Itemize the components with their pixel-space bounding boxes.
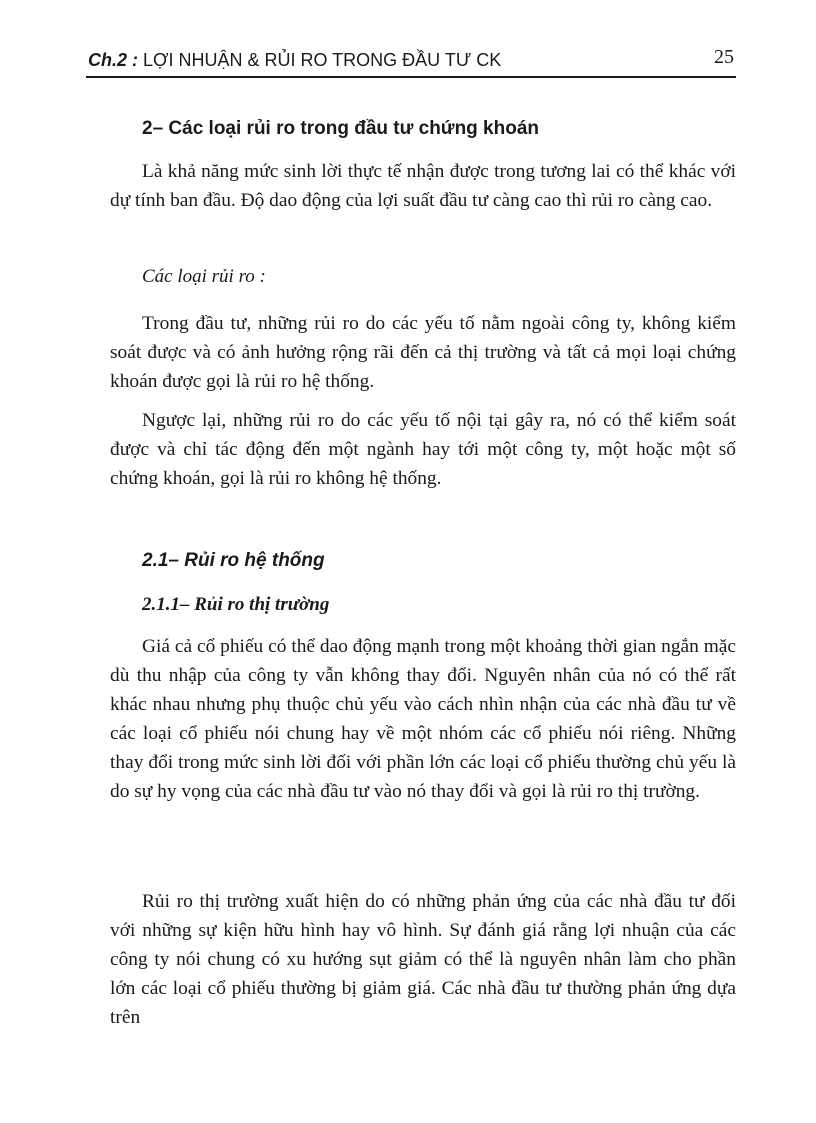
running-header xyxy=(86,44,736,78)
chapter-title: LỢI NHUẬN & RỦI RO TRONG ĐẦU TƯ CK xyxy=(143,50,502,70)
page-number: 25 xyxy=(714,46,734,68)
market-risk-paragraph-2: Rủi ro thị trường xuất hiện do có những phản ứng của các nhà đầu tư đối với những sự kiện hữu hình hay vô hình. Sự đánh giá rằng lợi nhuận của các công ty nói chung có xu hướng sụt giảm có thể là nguyên nhân làm cho phần lớn các loại cổ phiếu thường bị giảm giá. Các nhà đầu tư thường phản ứng dựa trên xyxy=(110,891,736,1028)
chapter-heading xyxy=(88,50,501,71)
intro-paragraph: Là khả năng mức sinh lời thực tế nhận được trong tương lai có thể khác với dự tính ban đầu. Độ dao động của lợi suất đầu tư càng cao thì rủi ro càng cao. xyxy=(110,161,736,211)
subsubsection-heading: 2.1.1– Rủi ro thị trường xyxy=(142,594,330,615)
types-label: Các loại rủi ro : xyxy=(142,266,266,287)
section-heading: 2– Các loại rủi ro trong đầu tư chứng khoán xyxy=(142,118,540,139)
chapter-label: Ch.2 : xyxy=(88,50,139,70)
market-risk-paragraph-1: Giá cả cổ phiếu có thể dao động mạnh trong một khoảng thời gian ngắn mặc dù thu nhập của công ty vẫn không thay đổi. Nguyên nhân của nó có thể rất khác nhau nhưng phụ thuộc chủ yếu vào cách nhìn nhận của các nhà đầu tư về các loại cổ phiếu nói chung hay về một nhóm các cổ phiếu nói riêng. Những thay đổi trong mức sinh lời đối với phần lớn các loại cổ phiếu thường chủ yếu là do sự hy vọng của các nhà đầu tư vào nó thay đổi và gọi là rủi ro thị trường. xyxy=(110,636,736,802)
subsection-heading: 2.1– Rủi ro hệ thống xyxy=(142,550,325,571)
systematic-risk-paragraph: Trong đầu tư, những rủi ro do các yếu tố nằm ngoài công ty, không kiểm soát được và có ảnh hưởng rộng rãi đến cả thị trường và tất cả mọi loại chứng khoán được gọi là rủi ro hệ thống. xyxy=(110,313,736,392)
unsystematic-risk-paragraph: Ngược lại, những rủi ro do các yếu tố nội tại gây ra, nó có thể kiểm soát được và chỉ tác động đến một ngành hay tới một công ty, một hoặc một số chứng khoán, gọi là rủi ro không hệ thống. xyxy=(110,410,736,489)
